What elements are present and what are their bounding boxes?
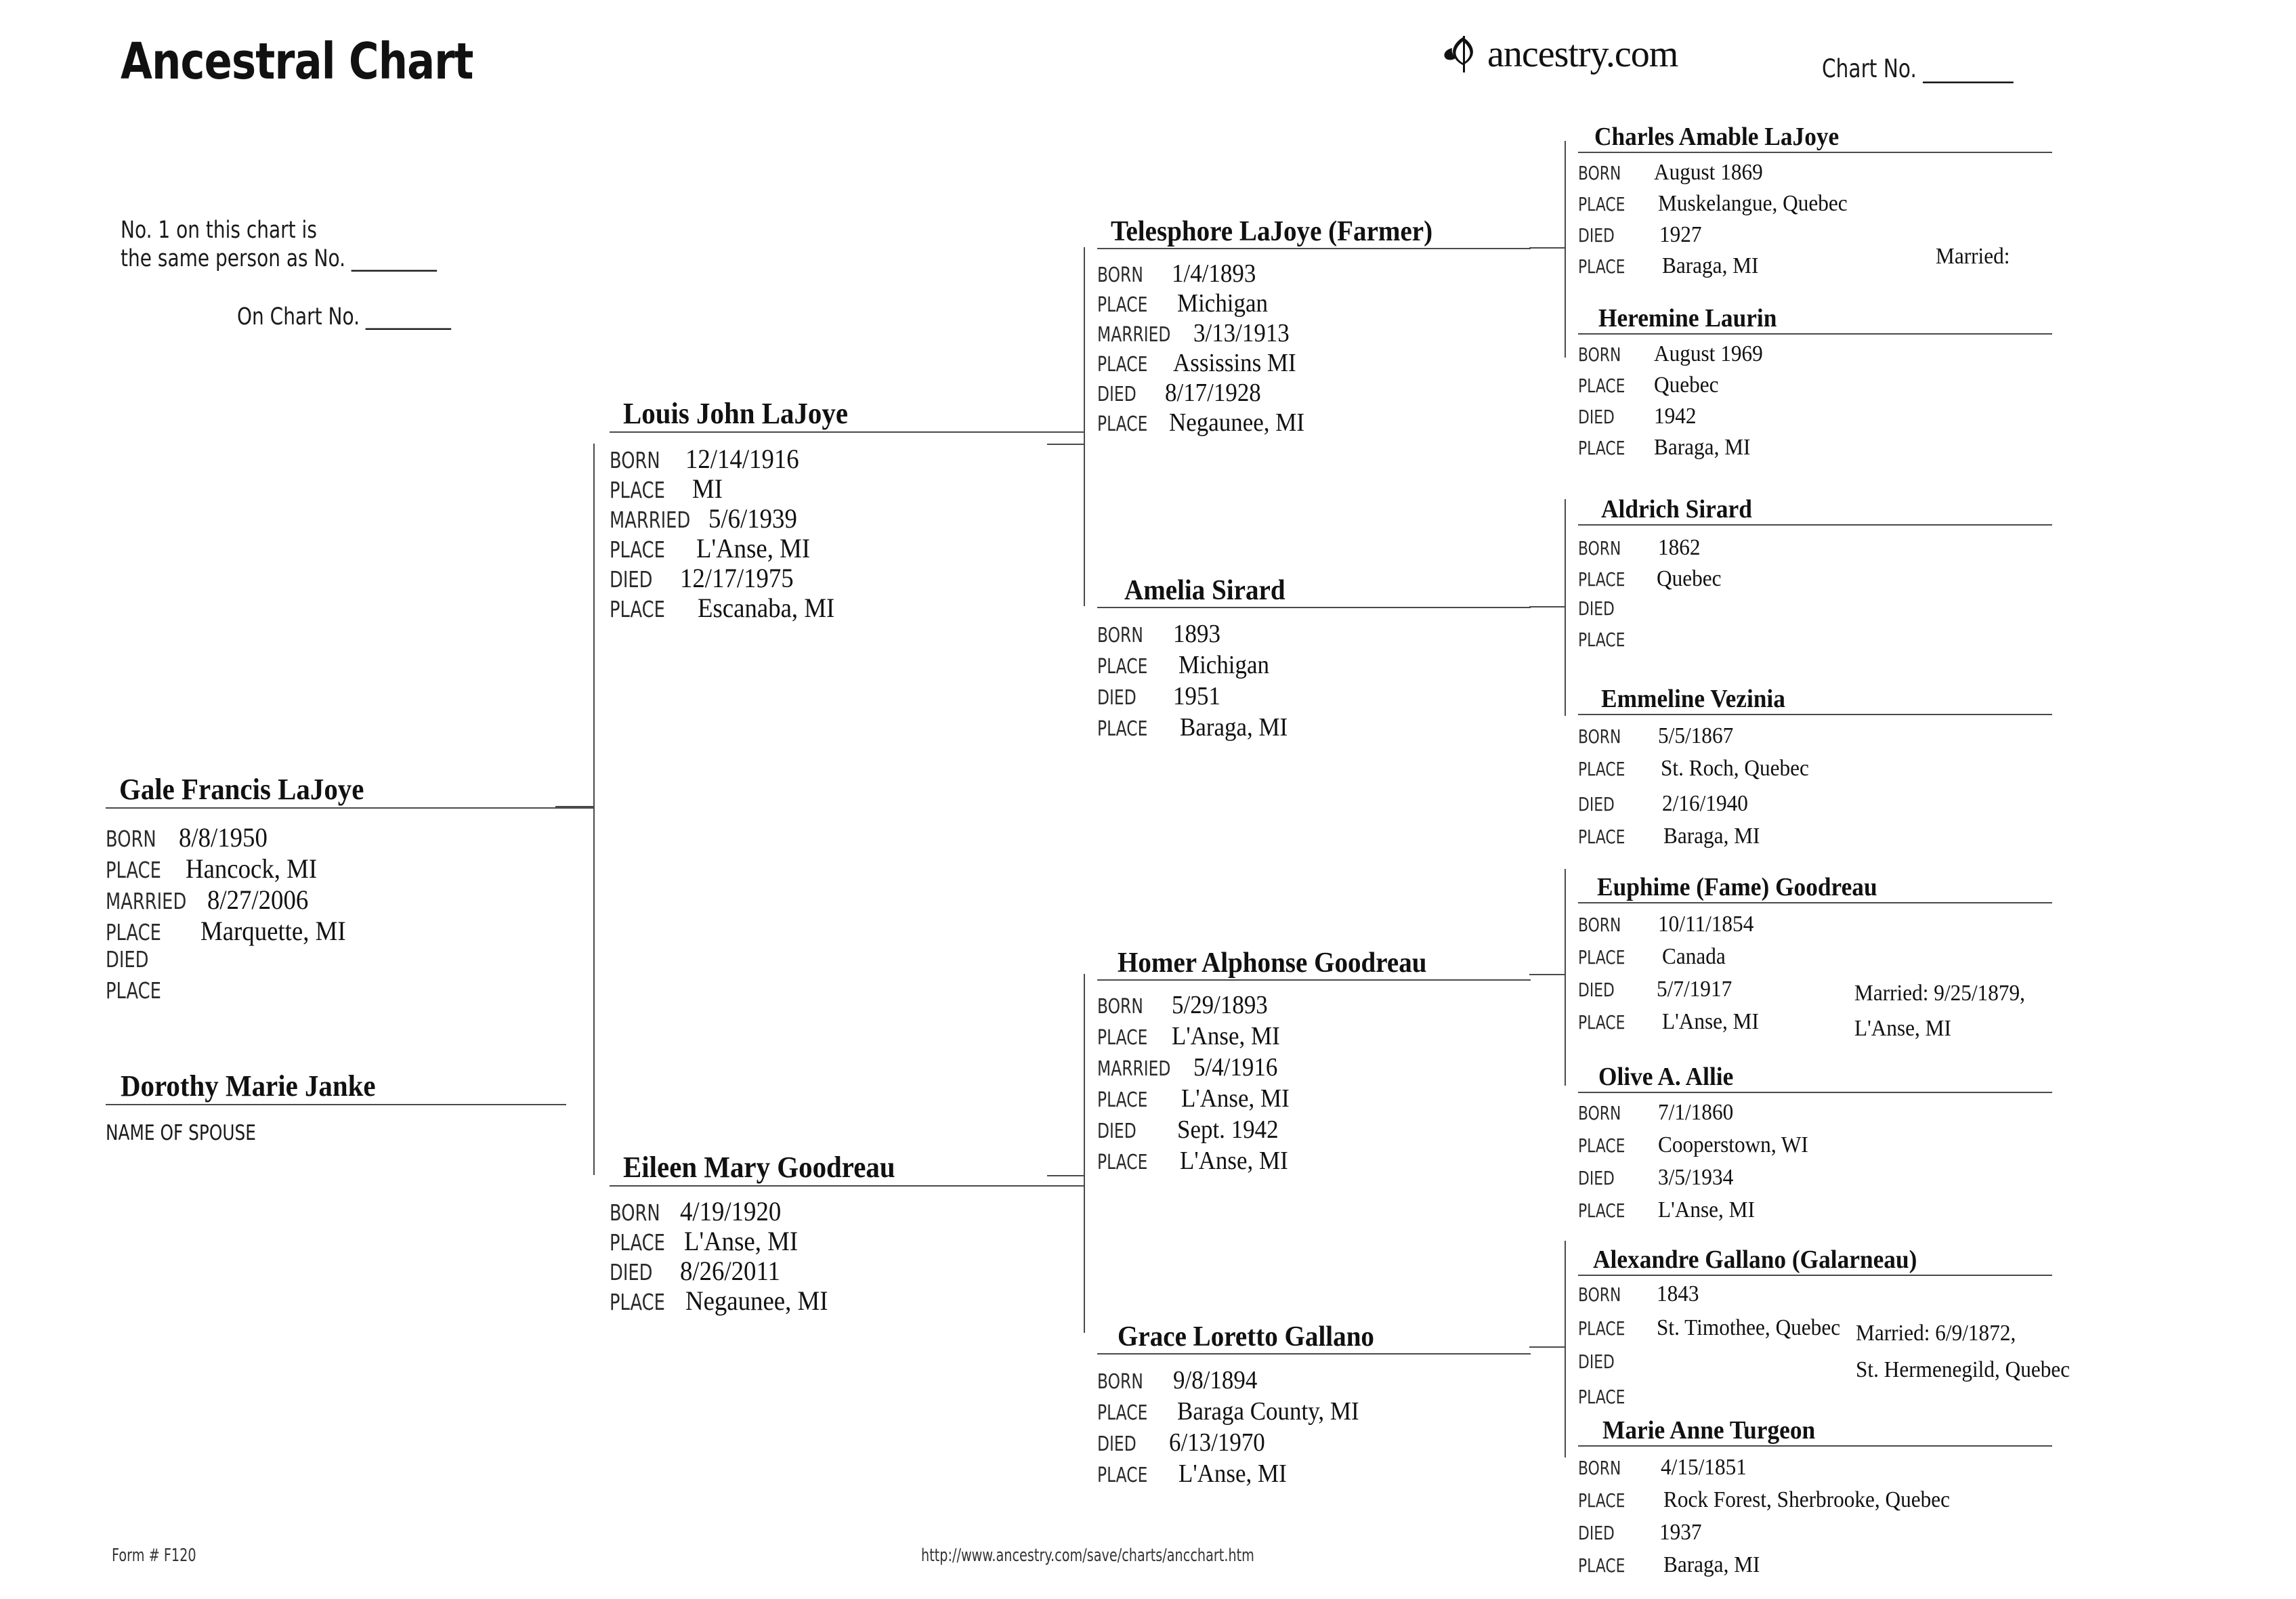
label-died: DIED [106,946,149,973]
label-married: MARRIED [1097,323,1171,347]
value-birth-place: Michigan [1177,289,1268,318]
name-underline [1578,902,2052,903]
label-death-place: PLACE [1578,826,1625,848]
label-died: DIED [1578,224,1615,247]
value-marriage-place: L'Anse, MI [1181,1084,1290,1113]
person-name: Olive A. Allie [1598,1063,1734,1091]
person-name: Grace Loretto Gallano [1118,1321,1374,1352]
label-born: BORN [1578,537,1621,559]
spouse-name-underline [106,1104,566,1105]
value-died: 6/13/1970 [1169,1428,1265,1457]
connector-gen3-c [1565,869,1566,1086]
value-born: 9/8/1894 [1173,1366,1258,1394]
label-born: BORN [1578,725,1621,748]
label-born: BORN [1578,1457,1621,1479]
label-birth-place: PLACE [1097,1401,1148,1425]
label-death-place: PLACE [1578,437,1625,459]
person-name: Homer Alphonse Goodreau [1118,947,1427,979]
value-death-place: L'Anse, MI [1178,1459,1287,1488]
chart-note-line-3[interactable]: On Chart No. _________ [237,303,451,331]
value-death-place: L'Anse, MI [1662,1009,1759,1034]
person-card-amelia[interactable] [1097,574,1531,744]
marriage-note-alexandre-marie-line2: St. Hermenegild, Quebec [1856,1357,2070,1382]
label-death-place: PLACE [610,596,665,622]
value-died: 5/7/1917 [1657,977,1732,1002]
value-birth-place: Muskelangue, Quebec [1658,191,1848,216]
name-underline [106,807,593,809]
value-born: 10/11/1854 [1658,912,1754,937]
person-card-louis[interactable] [610,396,1084,622]
person-card-emmeline[interactable] [1578,684,2052,856]
label-death-place: PLACE [1097,717,1148,741]
label-birth-place: PLACE [1578,1317,1625,1340]
label-death-place: PLACE [1097,1151,1148,1174]
label-death-place: PLACE [1097,412,1148,436]
value-birth-place: Rock Forest, Sherbrooke, Quebec [1663,1487,1951,1512]
value-died: 8/17/1928 [1165,379,1261,407]
value-died: 2/16/1940 [1662,791,1748,816]
label-born: BORN [610,1199,660,1226]
label-died: DIED [1097,686,1136,710]
label-married: MARRIED [1097,1057,1171,1081]
label-died: DIED [1097,383,1136,406]
label-death-place: PLACE [106,977,161,1004]
ancestry-logo [1443,33,1678,76]
value-birth-place: L'Anse, MI [684,1226,799,1256]
name-underline [1097,1353,1531,1355]
label-born: BORN [1578,162,1621,184]
label-born: BORN [1578,914,1621,936]
connector-gen3-d [1565,1241,1566,1457]
name-underline [1578,524,2052,526]
value-death-place: Escanaba, MI [698,593,835,623]
label-born: BORN [1097,263,1143,287]
label-birth-place: PLACE [1097,1026,1148,1050]
page-title: Ancestral Chart [121,33,473,91]
value-death-place: L'Anse, MI [1180,1147,1288,1175]
label-died: DIED [1097,1432,1136,1456]
value-death-place: Negaunee, MI [1169,408,1304,437]
chart-note-line-1: No. 1 on this chart is [121,217,317,244]
value-born: 5/5/1867 [1658,723,1734,748]
person-name: Telesphore LaJoye (Farmer) [1111,216,1433,247]
label-died: DIED [610,1259,653,1285]
person-name: Charles Amable LaJoye [1594,123,1840,151]
value-born: August 1869 [1654,160,1763,185]
name-underline [1578,152,2052,153]
value-died: 1951 [1173,682,1220,710]
label-birth-place: PLACE [610,477,665,503]
connector-stub-homer [1529,974,1566,975]
label-death-place: PLACE [1578,1199,1625,1222]
value-married: 5/4/1916 [1193,1053,1278,1082]
value-marriage-place: L'Anse, MI [696,533,811,563]
value-born: 1893 [1173,620,1220,648]
name-underline [610,431,1084,433]
label-married: MARRIED [106,888,187,914]
label-born: BORN [1578,1283,1621,1306]
person-card-marie[interactable] [1578,1415,2052,1585]
value-birth-place: L'Anse, MI [1172,1022,1280,1050]
name-underline [1578,714,2052,715]
label-marriage-place: PLACE [106,919,161,945]
person-card-grace[interactable] [1097,1321,1531,1490]
name-underline [1097,979,1531,981]
label-born: BORN [1097,995,1143,1019]
name-underline [1578,1445,2052,1447]
person-name: Emmeline Vezinia [1601,685,1785,713]
label-born: BORN [1097,1370,1143,1394]
label-died: DIED [1578,406,1615,428]
marriage-note-euphime-olive-line1: Married: 9/25/1879, [1854,981,2025,1006]
value-death-place: Negaunee, MI [685,1285,828,1316]
leaf-icon [1443,35,1483,74]
source-url: http://www.ancestry.com/save/charts/ancchart.htm [921,1545,1254,1566]
person-card-spouse[interactable] [106,1069,566,1103]
value-birth-place: Baraga County, MI [1177,1397,1359,1426]
person-name: Gale Francis LaJoye [119,773,364,806]
label-born: BORN [610,447,660,473]
name-underline [1097,248,1531,249]
value-born: 8/8/1950 [179,822,268,853]
label-birth-place: PLACE [1097,293,1148,317]
label-died: DIED [610,566,653,593]
name-underline [1578,1092,2052,1093]
ancestry-wordmark: ancestry.com [1487,33,1678,75]
marriage-note-charles-heremine: Married: [1936,244,2010,269]
value-married: 5/6/1939 [708,503,797,534]
label-birth-place: PLACE [1578,946,1625,968]
value-died: 1937 [1659,1520,1702,1545]
value-birth-place: MI [692,473,723,504]
label-birth-place: PLACE [1578,1489,1625,1512]
connector-gen2-maternal [1084,974,1085,1333]
name-underline [1578,333,2052,335]
person-name: Louis John LaJoye [623,397,848,430]
value-born: 7/1/1860 [1658,1100,1734,1125]
person-card-homer[interactable] [1097,947,1531,1177]
label-death-place: PLACE [610,1289,665,1315]
value-birth-place: Canada [1662,944,1726,969]
person-card-telesphore[interactable] [1097,215,1531,438]
value-marriage-place: Assissins MI [1173,349,1296,377]
connector-stub-telesphore [1529,247,1566,249]
connector-stub-amelia [1529,606,1566,607]
form-number: Form # F120 [112,1545,196,1566]
label-birth-place: PLACE [1578,375,1625,397]
value-birth-place: Cooperstown, WI [1658,1132,1808,1157]
label-married: MARRIED [610,507,691,533]
label-marriage-place: PLACE [1097,353,1148,377]
connector-stub-grace [1529,1346,1566,1348]
value-death-place: L'Anse, MI [1658,1197,1755,1222]
marriage-note-alexandre-marie-line1: Married: 6/9/1872, [1856,1321,2016,1346]
value-birth-place: Quebec [1657,566,1722,591]
value-married: 3/13/1913 [1193,319,1290,347]
person-card-olive[interactable] [1578,1062,2052,1230]
value-born: 4/19/1920 [680,1196,782,1227]
label-birth-place: PLACE [1578,1134,1625,1157]
label-birth-place: PLACE [610,1229,665,1256]
label-birth-place: PLACE [106,857,161,883]
value-married: 8/27/2006 [207,884,309,915]
name-underline [610,1185,1084,1187]
label-death-place: PLACE [1578,255,1625,278]
person-card-aldrich[interactable] [1578,494,2052,660]
spouse-name: Dorothy Marie Janke [121,1069,376,1103]
value-birth-place: St. Roch, Quebec [1661,756,1809,781]
value-death-place: Baraga, MI [1180,713,1288,742]
label-marriage-place: PLACE [1097,1088,1148,1112]
label-died: DIED [1578,1522,1615,1544]
label-birth-place: PLACE [1578,758,1625,780]
person-name: Heremine Laurin [1598,304,1777,333]
name-underline [1097,607,1531,608]
value-birth-place: Hancock, MI [186,853,318,884]
person-card-euphime[interactable] [1578,872,2052,1042]
label-birth-place: PLACE [1578,193,1625,215]
value-born: 5/29/1893 [1172,991,1268,1019]
label-birth-place: PLACE [1578,568,1625,591]
person-name: Alexandre Gallano (Galarneau) [1593,1245,1917,1274]
label-died: DIED [1578,1167,1615,1189]
value-death-place: Baraga, MI [1663,824,1760,849]
value-birth-place: Michigan [1178,651,1269,679]
connector-gen2-paternal [1084,247,1085,606]
value-died: 12/17/1975 [680,563,794,593]
label-death-place: PLACE [1097,1464,1148,1487]
label-born: BORN [1578,343,1621,366]
value-died: Sept. 1942 [1177,1115,1279,1144]
label-death-place: PLACE [1578,1386,1625,1408]
value-marriage-place: Marquette, MI [200,916,346,946]
person-card-gale[interactable] [106,772,593,1008]
chart-note-line-2[interactable]: the same person as No. _________ [121,245,437,272]
name-underline [1578,1275,2052,1276]
label-died: DIED [1578,597,1615,620]
connector-gen3-b [1565,499,1566,716]
value-died: 1942 [1654,404,1697,429]
person-card-eileen[interactable] [610,1150,1084,1319]
connector-gen1 [593,444,595,1175]
value-death-place: Baraga, MI [1654,435,1751,460]
label-died: DIED [1578,793,1615,815]
person-name: Eileen Mary Goodreau [623,1151,895,1184]
label-born: BORN [1097,624,1143,647]
label-born: BORN [106,826,156,852]
value-born: 1862 [1658,535,1701,560]
person-name: Aldrich Sirard [1601,495,1752,524]
person-name: Marie Anne Turgeon [1602,1416,1816,1445]
value-birth-place: St. Timothee, Quebec [1657,1315,1841,1340]
label-death-place: PLACE [1578,1554,1625,1577]
value-born: 1843 [1657,1281,1699,1306]
label-death-place: PLACE [1578,628,1625,651]
value-born: 4/15/1851 [1661,1455,1747,1480]
connector-gen3-a [1565,141,1566,358]
label-died: DIED [1578,979,1615,1001]
person-name: Euphime (Fame) Goodreau [1597,873,1877,901]
name-of-spouse-label: NAME OF SPOUSE [106,1121,256,1145]
person-card-heremine[interactable] [1578,303,2052,466]
label-died: DIED [1578,1350,1615,1373]
value-death-place: Baraga, MI [1663,1552,1760,1577]
label-death-place: PLACE [1578,1011,1625,1033]
person-name: Amelia Sirard [1124,575,1285,606]
label-born: BORN [1578,1102,1621,1124]
marriage-note-euphime-olive-line2: L'Anse, MI [1854,1016,1951,1041]
chart-number-field[interactable]: Chart No. _________ [1822,54,2014,83]
value-died: 1927 [1659,222,1702,247]
value-died: 8/26/2011 [680,1256,780,1286]
value-born: 1/4/1893 [1172,259,1256,288]
label-marriage-place: PLACE [610,536,665,563]
value-death-place: Baraga, MI [1662,253,1759,278]
label-died: DIED [1097,1120,1136,1143]
value-born: 12/14/1916 [685,444,799,474]
value-born: August 1969 [1654,341,1763,366]
label-birth-place: PLACE [1097,655,1148,679]
value-birth-place: Quebec [1654,372,1719,398]
value-died: 3/5/1934 [1658,1165,1734,1190]
